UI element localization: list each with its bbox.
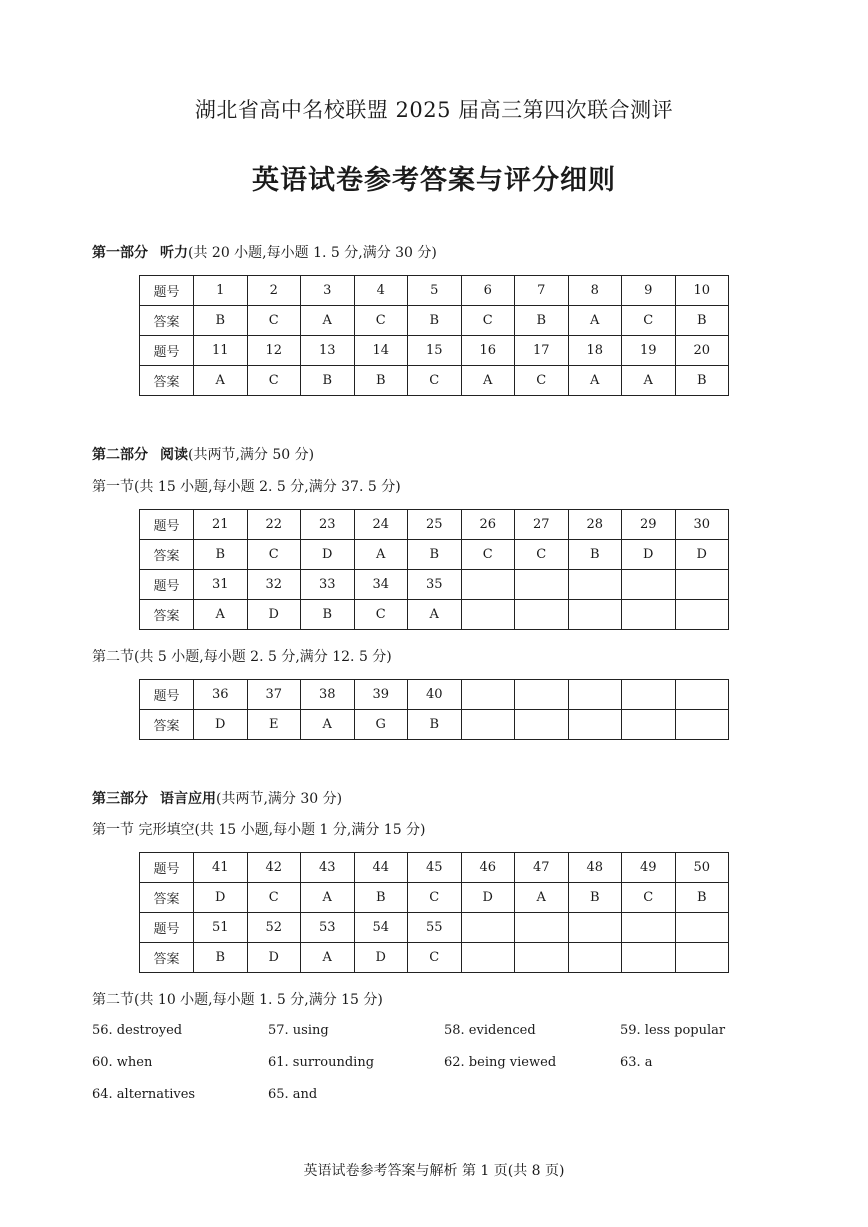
answer-cell: 54 (354, 913, 408, 943)
part2-section1-label: 第一节(共 15 小题,每小题 2. 5 分,满分 37. 5 分) (92, 479, 401, 495)
answer-cell (622, 710, 676, 740)
table-row (140, 710, 729, 740)
row-label-cell: 答案 (140, 883, 194, 913)
answer-cell: 44 (354, 853, 408, 883)
answer-cell: B (301, 366, 355, 396)
table-row (140, 570, 729, 600)
fill-answer-64: 64. alternatives (92, 1087, 196, 1102)
answer-cell (675, 570, 729, 600)
answer-cell: A (194, 366, 248, 396)
fill-answer-57: 57. using (268, 1023, 329, 1038)
answer-cell: 37 (247, 680, 301, 710)
answer-cell (568, 600, 622, 630)
answer-cell: A (515, 883, 569, 913)
answer-cell (568, 680, 622, 710)
part1-name: 第一部分 (92, 245, 148, 261)
answer-cell: 39 (354, 680, 408, 710)
answer-cell: B (675, 306, 729, 336)
answer-cell (568, 570, 622, 600)
answer-cell: 40 (408, 680, 462, 710)
answer-cell: A (622, 366, 676, 396)
answer-cell: 14 (354, 336, 408, 366)
answer-cell: A (194, 600, 248, 630)
table-row (140, 913, 729, 943)
row-label-cell: 题号 (140, 570, 194, 600)
part3-section1-label: 第一节 完形填空(共 15 小题,每小题 1 分,满分 15 分) (92, 822, 426, 838)
answer-cell: C (622, 306, 676, 336)
answer-cell: C (515, 540, 569, 570)
row-label-cell: 题号 (140, 510, 194, 540)
answer-cell: 51 (194, 913, 248, 943)
answer-cell: D (247, 600, 301, 630)
part3-heading (92, 788, 342, 808)
answer-cell: 25 (408, 510, 462, 540)
answer-cell (515, 943, 569, 973)
answer-cell: 43 (301, 853, 355, 883)
answer-cell: 11 (194, 336, 248, 366)
row-label-cell: 答案 (140, 710, 194, 740)
part2-note: (共两节,满分 50 分) (188, 447, 315, 463)
part1-heading (92, 242, 437, 262)
answer-cell: 32 (247, 570, 301, 600)
answer-cell: G (354, 710, 408, 740)
part3-note: (共两节,满分 30 分) (216, 791, 343, 807)
answer-cell: E (247, 710, 301, 740)
row-label-cell: 题号 (140, 853, 194, 883)
answer-cell: 38 (301, 680, 355, 710)
answer-cell: 26 (461, 510, 515, 540)
answer-cell: B (354, 366, 408, 396)
answer-cell: 27 (515, 510, 569, 540)
answer-cell (675, 710, 729, 740)
row-label-cell: 答案 (140, 540, 194, 570)
answer-cell: A (461, 366, 515, 396)
answer-cell: 12 (247, 336, 301, 366)
table-row (140, 336, 729, 366)
answer-cell: A (568, 306, 622, 336)
table-row (140, 306, 729, 336)
answer-cell: A (301, 710, 355, 740)
answer-cell (515, 710, 569, 740)
answer-cell: 45 (408, 853, 462, 883)
answer-cell: C (354, 306, 408, 336)
answer-cell: D (247, 943, 301, 973)
answer-cell: C (354, 600, 408, 630)
answer-cell: 10 (675, 276, 729, 306)
answer-cell: D (194, 710, 248, 740)
part2-section2-label: 第二节(共 5 小题,每小题 2. 5 分,满分 12. 5 分) (92, 649, 392, 665)
answer-cell: B (675, 883, 729, 913)
row-label-cell: 答案 (140, 306, 194, 336)
answer-cell (675, 680, 729, 710)
table-row (140, 366, 729, 396)
table-row (140, 853, 729, 883)
answer-cell: 34 (354, 570, 408, 600)
answer-cell: A (301, 883, 355, 913)
answer-cell: 48 (568, 853, 622, 883)
part3-section2-label: 第二节(共 10 小题,每小题 1. 5 分,满分 15 分) (92, 992, 383, 1008)
answer-cell: B (408, 710, 462, 740)
answer-cell (675, 600, 729, 630)
answer-cell: 30 (675, 510, 729, 540)
answer-cell: 8 (568, 276, 622, 306)
answer-cell (461, 600, 515, 630)
answer-cell: 1 (194, 276, 248, 306)
answer-cell: A (354, 540, 408, 570)
answer-cell: 35 (408, 570, 462, 600)
answer-cell: 17 (515, 336, 569, 366)
answer-cell: D (354, 943, 408, 973)
table-row (140, 510, 729, 540)
answer-cell (622, 680, 676, 710)
answer-cell: D (301, 540, 355, 570)
answer-cell: 9 (622, 276, 676, 306)
fill-answer-60: 60. when (92, 1055, 153, 1070)
answer-cell: C (408, 366, 462, 396)
answer-cell (461, 710, 515, 740)
answer-cell (568, 943, 622, 973)
answer-cell: 2 (247, 276, 301, 306)
answer-cell (622, 943, 676, 973)
answer-cell: 21 (194, 510, 248, 540)
answer-cell: C (247, 540, 301, 570)
answer-cell: 4 (354, 276, 408, 306)
part2-title: 阅读 (160, 447, 188, 463)
answer-cell: B (515, 306, 569, 336)
answer-cell: A (301, 943, 355, 973)
answer-cell (675, 913, 729, 943)
answer-cell: 33 (301, 570, 355, 600)
answer-cell: A (568, 366, 622, 396)
answer-cell: 41 (194, 853, 248, 883)
answer-cell: C (408, 943, 462, 973)
answer-cell: 53 (301, 913, 355, 943)
answer-cell: 6 (461, 276, 515, 306)
answer-cell: 5 (408, 276, 462, 306)
answer-cell: 47 (515, 853, 569, 883)
answer-cell (461, 570, 515, 600)
answer-cell: D (675, 540, 729, 570)
answer-cell (515, 600, 569, 630)
answer-cell: B (568, 540, 622, 570)
answer-cell: 42 (247, 853, 301, 883)
part1-title: 听力 (160, 245, 188, 261)
row-label-cell: 答案 (140, 600, 194, 630)
answer-cell: C (408, 883, 462, 913)
answer-cell: B (354, 883, 408, 913)
row-label-cell: 题号 (140, 336, 194, 366)
answer-cell: 16 (461, 336, 515, 366)
answer-cell: 15 (408, 336, 462, 366)
answer-cell: 55 (408, 913, 462, 943)
answer-cell (568, 710, 622, 740)
row-label-cell: 题号 (140, 680, 194, 710)
answer-cell (675, 943, 729, 973)
answer-cell: A (408, 600, 462, 630)
answer-cell (515, 680, 569, 710)
answer-cell: C (461, 306, 515, 336)
answer-cell: 46 (461, 853, 515, 883)
answer-cell: B (408, 306, 462, 336)
answer-cell: 22 (247, 510, 301, 540)
answer-cell: 28 (568, 510, 622, 540)
answer-cell: C (247, 366, 301, 396)
table-row (140, 276, 729, 306)
answer-cell: A (301, 306, 355, 336)
answer-cell: D (461, 883, 515, 913)
fill-answer-56: 56. destroyed (92, 1023, 183, 1038)
answer-cell: 13 (301, 336, 355, 366)
part1-note: (共 20 小题,每小题 1. 5 分,满分 30 分) (188, 245, 437, 261)
table-row (140, 883, 729, 913)
part3-title: 语言应用 (160, 791, 216, 807)
answer-cell (568, 913, 622, 943)
row-label-cell: 答案 (140, 366, 194, 396)
part3-section1-answer-table (139, 852, 729, 973)
document-subtitle: 英语试卷参考答案与评分细则 (252, 165, 616, 196)
answer-cell (461, 913, 515, 943)
row-label-cell: 题号 (140, 913, 194, 943)
answer-cell: B (408, 540, 462, 570)
answer-cell: 23 (301, 510, 355, 540)
answer-cell: 24 (354, 510, 408, 540)
answer-cell: 36 (194, 680, 248, 710)
answer-cell: 50 (675, 853, 729, 883)
part2-heading (92, 444, 314, 464)
answer-cell: 29 (622, 510, 676, 540)
row-label-cell: 答案 (140, 943, 194, 973)
answer-cell: 19 (622, 336, 676, 366)
answer-cell: C (515, 366, 569, 396)
answer-cell: C (247, 306, 301, 336)
answer-cell: B (194, 540, 248, 570)
fill-answer-61: 61. surrounding (268, 1055, 375, 1070)
part2-section2-answer-table (139, 679, 729, 740)
fill-answer-58: 58. evidenced (444, 1023, 536, 1038)
exam-title: 湖北省高中名校联盟 2025 届高三第四次联合测评 (194, 98, 674, 122)
answer-cell: C (247, 883, 301, 913)
answer-cell: D (194, 883, 248, 913)
fill-answer-65: 65. and (268, 1087, 318, 1102)
fill-answer-59: 59. less popular (620, 1023, 726, 1038)
answer-cell: B (675, 366, 729, 396)
fill-answer-62: 62. being viewed (444, 1055, 557, 1070)
answer-cell: B (194, 306, 248, 336)
answer-cell (461, 943, 515, 973)
part3-name: 第三部分 (92, 791, 148, 807)
row-label-cell: 题号 (140, 276, 194, 306)
answer-cell: 7 (515, 276, 569, 306)
page-footer: 英语试卷参考答案与解析 第 1 页(共 8 页) (303, 1163, 565, 1179)
answer-cell (622, 570, 676, 600)
answer-cell (622, 913, 676, 943)
part2-name: 第二部分 (92, 447, 148, 463)
answer-cell (515, 913, 569, 943)
answer-cell (461, 680, 515, 710)
part1-answer-table (139, 275, 729, 396)
answer-cell (622, 600, 676, 630)
answer-cell: D (622, 540, 676, 570)
answer-cell: 18 (568, 336, 622, 366)
answer-cell: 49 (622, 853, 676, 883)
table-row (140, 540, 729, 570)
part2-section1-answer-table (139, 509, 729, 630)
answer-cell: B (568, 883, 622, 913)
table-row (140, 680, 729, 710)
answer-cell: C (461, 540, 515, 570)
fill-answer-63: 63. a (620, 1055, 653, 1070)
answer-cell: 3 (301, 276, 355, 306)
answer-cell: 52 (247, 913, 301, 943)
answer-cell: B (194, 943, 248, 973)
table-row (140, 943, 729, 973)
answer-cell: 20 (675, 336, 729, 366)
answer-cell: B (301, 600, 355, 630)
answer-cell: 31 (194, 570, 248, 600)
answer-cell: C (622, 883, 676, 913)
table-row (140, 600, 729, 630)
answer-cell (515, 570, 569, 600)
